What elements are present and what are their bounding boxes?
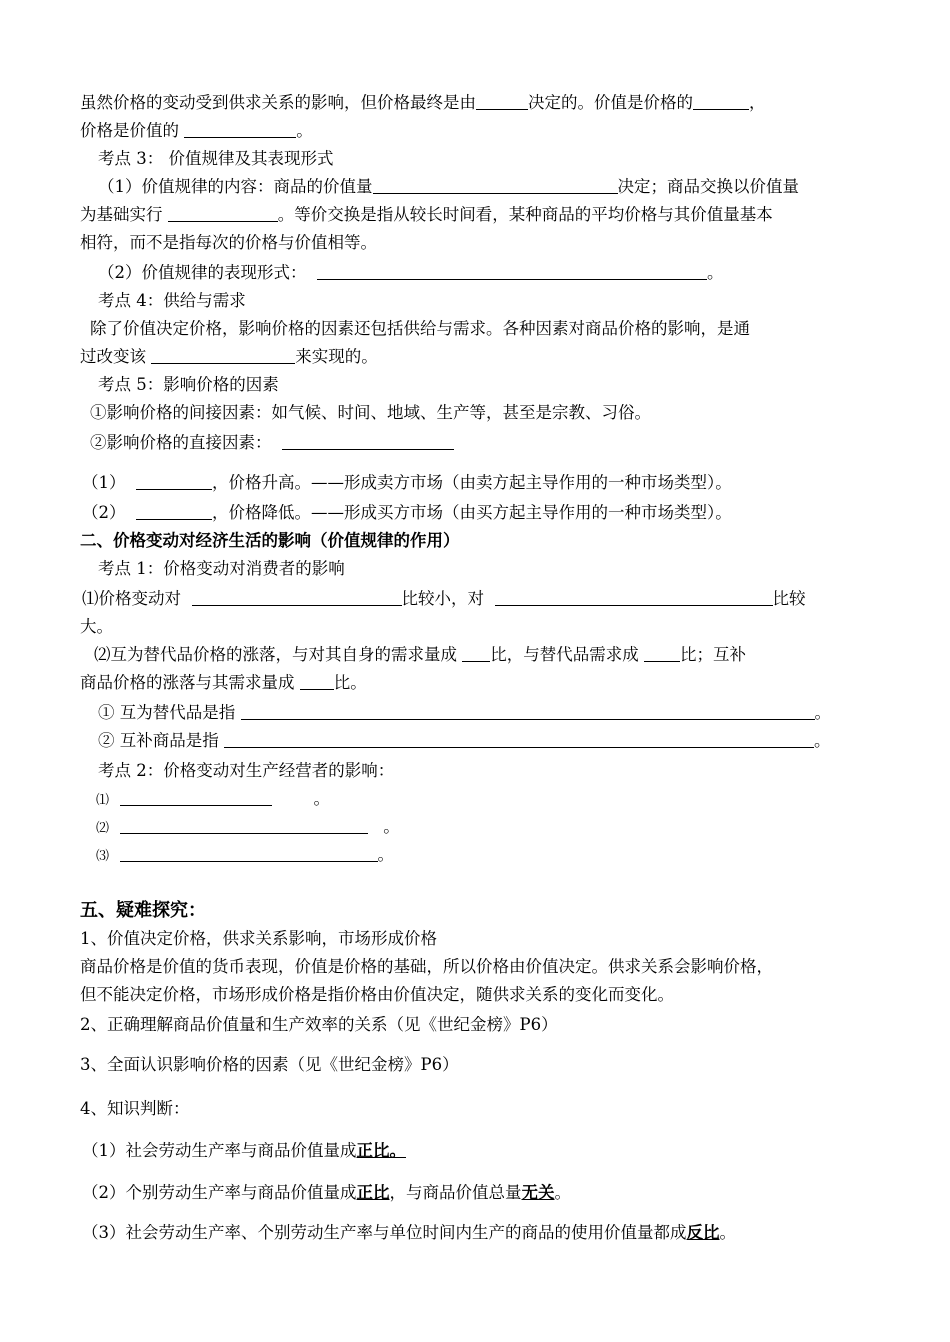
text: ，价格降低。——形成买方市场（由买方起主导作用的一种市场类型）。 — [212, 503, 732, 522]
text: （3）社会劳动生产率、个别劳动生产率与单位时间内生产的商品的使用价值量都成 — [82, 1223, 687, 1242]
text-line: 2、正确理解商品价值量和生产效率的关系（见《世纪金榜》P6） — [80, 1015, 558, 1034]
text: 过改变该 — [80, 347, 146, 366]
answer-blank[interactable] — [317, 263, 707, 280]
text: 。 — [296, 121, 313, 140]
text: ① 互为替代品是指 — [98, 703, 236, 722]
answer-blank[interactable] — [168, 205, 278, 222]
answer-blank[interactable] — [224, 731, 814, 748]
answer-blank[interactable] — [120, 845, 378, 862]
text: 比较 — [772, 589, 806, 608]
answer-blank[interactable] — [120, 817, 368, 834]
text: 。 — [719, 1223, 736, 1242]
text: 价格是价值的 — [80, 121, 179, 140]
text-line — [82, 588, 806, 610]
text-line — [82, 1140, 406, 1162]
answer-blank[interactable] — [120, 789, 272, 806]
section-heading: 考点 3： 价值规律及其表现形式 — [98, 149, 334, 168]
item-number: ⑶ — [96, 849, 110, 864]
text: 为基础实行 — [80, 205, 163, 224]
text: 比，与替代品需求成 — [490, 645, 639, 664]
answer-text: 无关 — [521, 1183, 555, 1202]
text-line — [90, 432, 454, 454]
text: 。 — [707, 263, 724, 282]
text-line — [98, 176, 799, 198]
text-line: 3、全面认识影响价格的因素（见《世纪金榜》P6） — [80, 1055, 459, 1074]
text-line — [94, 644, 746, 666]
item-number: ⑵ — [96, 821, 110, 836]
section-heading: 考点 5：影响价格的因素 — [98, 375, 279, 394]
text: 。 — [313, 789, 330, 808]
text-line — [80, 346, 378, 368]
text: 来实现的。 — [295, 347, 378, 366]
answer-blank[interactable] — [151, 347, 295, 364]
text: 。 — [814, 731, 831, 750]
text-line: 相符，而不是指每次的价格与价值相等。 — [80, 233, 377, 252]
text: 。 — [554, 1183, 571, 1202]
answer-blank[interactable] — [476, 93, 528, 110]
answer-blank[interactable] — [184, 121, 296, 138]
text: ⑵互为替代品价格的涨落，与对其自身的需求量成 — [94, 645, 457, 664]
text: ②影响价格的直接因素： — [90, 433, 272, 452]
text-line — [82, 502, 732, 524]
answer-blank[interactable] — [373, 177, 618, 194]
answer-blank[interactable] — [241, 703, 815, 720]
text: 。等价交换是指从较长时间看，某种商品的平均价格与其价值量基本 — [277, 205, 773, 224]
text-line — [82, 1222, 736, 1244]
text-line: ①影响价格的间接因素：如气候、时间、地域、生产等，甚至是宗教、习俗。 — [90, 403, 651, 422]
text-line — [80, 204, 773, 226]
section-heading: 二、价格变动对经济生活的影响（价值规律的作用） — [80, 531, 460, 550]
text-line — [80, 672, 367, 694]
text-line: 4、知识判断： — [80, 1099, 190, 1118]
section-heading: 五、疑难探究： — [80, 900, 206, 921]
text: 。 — [377, 845, 395, 864]
section-heading: 考点 2：价格变动对生产经营者的影响： — [98, 761, 395, 780]
answer-blank[interactable] — [495, 589, 773, 606]
answer-text: 反比 — [686, 1223, 720, 1242]
answer-text: 正比 — [356, 1183, 390, 1202]
text: ，与商品价值总量 — [389, 1183, 522, 1202]
text: 虽然价格的变动受到供求关系的影响，但价格最终是由 — [80, 93, 476, 112]
text-line — [82, 1182, 571, 1204]
list-item — [96, 788, 330, 812]
list-item — [96, 816, 400, 840]
text: 。 — [383, 817, 400, 836]
list-item — [96, 844, 394, 868]
text: 比。 — [333, 673, 367, 692]
text: 商品价格的涨落与其需求量成 — [80, 673, 295, 692]
text: （2） — [82, 503, 126, 522]
answer-blank[interactable] — [462, 645, 490, 662]
text-line — [98, 730, 831, 752]
text-line — [80, 120, 313, 142]
text-line: 但不能决定价格，市场形成价格是指价格由价值决定，随供求关系的变化而变化。 — [80, 985, 674, 1004]
text-line: 除了价值决定价格，影响价格的因素还包括供给与需求。各种因素对商品价格的影响，是通 — [90, 319, 750, 338]
answer-blank[interactable] — [644, 645, 680, 662]
text-line — [82, 472, 732, 494]
text: 比；互补 — [680, 645, 746, 664]
text: ， — [749, 93, 766, 112]
answer-blank[interactable] — [282, 433, 454, 450]
text-line — [98, 702, 831, 724]
answer-blank[interactable] — [693, 93, 749, 110]
text: 决定的。价值是价格的 — [528, 93, 693, 112]
section-heading: 考点 1：价格变动对消费者的影响 — [98, 559, 345, 578]
answer-blank[interactable] — [136, 473, 212, 490]
text: ，价格升高。——形成卖方市场（由卖方起主导作用的一种市场类型）。 — [212, 473, 732, 492]
text: 。 — [814, 703, 831, 722]
text: （2）个别劳动生产率与商品价值量成 — [82, 1183, 357, 1202]
text-line — [98, 262, 724, 284]
text: （2）价值规律的表现形式： — [98, 263, 307, 282]
text: ② 互补商品是指 — [98, 731, 219, 750]
text-line: 大。 — [80, 617, 113, 636]
text: （1）社会劳动生产率与商品价值量成 — [82, 1141, 357, 1160]
answer-blank[interactable] — [300, 673, 334, 690]
item-number: ⑴ — [96, 793, 110, 808]
text-line: 1、价值决定价格，供求关系影响，市场形成价格 — [80, 929, 437, 948]
answer-blank[interactable] — [192, 589, 402, 606]
text-line — [80, 92, 766, 114]
section-heading: 考点 4：供给与需求 — [98, 291, 246, 310]
text: 决定；商品交换以价值量 — [617, 177, 799, 196]
text: （1） — [82, 473, 126, 492]
answer-blank[interactable] — [136, 503, 212, 520]
text: （1）价值规律的内容：商品的价值量 — [98, 177, 373, 196]
answer-text: 正比。 — [356, 1141, 406, 1160]
text: 比较小，对 — [401, 589, 484, 608]
text-line: 商品价格是价值的货币表现，价值是价格的基础，所以价格由价值决定。供求关系会影响价格， — [80, 957, 773, 976]
text: ⑴价格变动对 — [82, 589, 181, 608]
